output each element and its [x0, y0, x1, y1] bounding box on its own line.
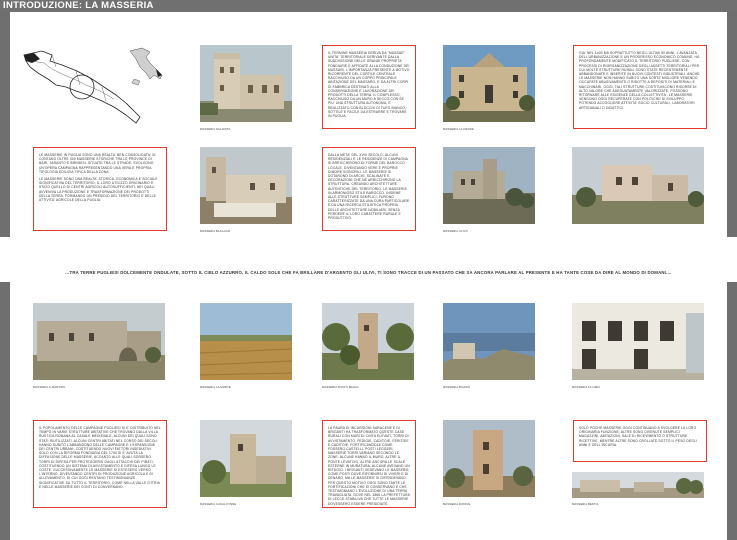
- caption: MASSERIA BIANCO: [443, 385, 471, 389]
- photo-masseria-ulivo: [443, 147, 535, 224]
- paragraph: DALLA META' DEL XVIII SECOLO, ALCUNI RESIDENZIALI E LE RESIDENZE DI CAMPAGNA SI ARRICCHIRONO DI FORME DEL BAROCCO LOCALE, DIVENTANDO VERE E PROPRIE DIMORE SIGNORILI. LE MASSERIE SI DOTARONO DI ARCHI, SCALINATE E DECORAZIONI CHE NE ARRICCHIRONO LA STRUTTURA, CREANDO ARCHITETTURE AUTENTICHE DEL TERRITORIO. LE MASSERIE IN ARMONIOSO STILE BAROCCO, INSIEME ALLE STRUTTURE SEMPLICI, FURONO CARATTERIZZATE DA UNA CURA PARTICOLARE E DA UNA RICERCA STILISTICA PROPRIA DELLE ARCHITETTURE NOBILIARI, SENZA PERDERE IL LORO CARATTERE RURALE E PRODUTTIVO.: [328, 153, 410, 221]
- paragraph: GIA' NEL 1400 MA SOPRATTUTTO NEGLI ULTIMI 50 ANNI, L'AVANZATA DELL'URBANIZZAZIONE E UN PROGRESSO ECONOMICO COMUNE, HA PROFONDAMENTE MODIFICATO IL TERRITORIO PUGLIESE, CON PROCESSI DI RIORGANIZZAZIONE DEGLI ASSETTI TERRITORIALI PER CUI MOLTE STRUTTURE RURALI SONO STATE RECENTEMENTE ABBANDONATE E INSERITE IN NUOVI CONTESTI INDUSTRIALI. ANCHE LE MASSERIE NON HANNO SUBITO UNA SORTE MIGLIORE VENENDO OCCUPATE ABUSIVAMENTE O RIDOTTE A DEPOSITI DI MATERIALI E MACCHINARI. OGGI, TALI STRUTTURE COSTITUISCONO RISORSE DI ALTO VALORE CHE ADEGUATAMENTE VALORIZZATE, POSSONO RITORNARE ALLE ESIGENZE DELLA COLLETTIVITA'. LE MASSERIE VENGONO OGGI RECUPERATE CON POLITICHE DI SVILUPPO, POTENDO ACCOGLIERE ATTIVITA' SOCIO CULTURALI, LABORATORI ARTIGIANALI O DIDATTICI.: [579, 51, 700, 110]
- caption: MASSERIA LA LIMIC: [572, 385, 601, 389]
- page-title: INTRODUZIONE: LA MASSERIA: [3, 0, 154, 11]
- text-box-origin: [322, 45, 416, 129]
- text-box-fortifications: [322, 420, 416, 508]
- caption: MASSERIA DONICE: [443, 502, 471, 506]
- caption: MASSERIA LA MORTE: [200, 385, 231, 389]
- caption: MASSERIA LA FRASIE: [443, 127, 475, 131]
- paragraph: LE MASSERIE IN PUGLIA SONO UNA REALTA' BEN CONSOLIDATA; SI CONTANO OLTRE 400 MASSERIE STORICHE TRA LE PROVINCE DI BARI, TARANTO E BRINDISI. SITUATE TRA LE STRADE, SVOLGONO UN'OPERA CAMPAGNA RAPPRESENTANDO UNA VERA E PROPRIA TIPOLOGIA EDILIZIA TIPICA DELLA ZONA.: [39, 153, 156, 174]
- caption: MASSERIA CASAL D'INNE: [200, 502, 237, 506]
- text-box-baroque: [322, 147, 416, 231]
- paragraph: LE MASSERIE SONO UNA REALTA' STORICA, ECONOMICA E SOCIALE SIGNIFICATIVA DEL TERRITORIO; IL LORO UTILIZZO ORIGINARIO E' STATO QUELLO DI CENTRI AGRICOLI AUTOSUFFICIENTI, NEI QUALI AVVENIVA LA PRODUZIONE E TRASFORMAZIONE DEI PRODOTTI DELLA TERRA, FORMANDO UN PRESIDIO DEL TERRITORIO E DELLE ATTIVITA' AGRICOLE DELLA PUGLIA.: [39, 177, 158, 203]
- map-of-italy-icon: [120, 45, 172, 89]
- photo-masseria-donis-balda: [322, 303, 414, 380]
- paragraph: LA PAURA DI INCURSIONI SARACENE E DI BRIGANTI HA TRASFORMATO QUESTE CASE RURALI CON MURI DI CINTA ELEVATI, TORRI DI AVVISTAMENTO, FEDIGIE, CADITOIE, FERITOIE E CADITOIE, FORTIFICANDOLE COME FOSSERO CASTELLI. POSTI LEGGERI, MASSERIE TORRI VARIANO SECONDO LE ZONE: ALCUNE HANNO IL MURO, ALTRE IL PONTE LEVATOIO, ALTRE ANCORA LE SCALE ESTERNE IN MURATURA, ALCUNE AVEVANO UN RIFUGIO. I BRIGANTI VEDEVANO LE MASSERIE COME POSTI DOVE RIFORNIRSI DI VIVERI E DI DENARO, MA LE MASSERIE SI DIFENDEVANO: PER QUESTO MOTIVO OGGI SONO TANTE LE FORTIFICAZIONI CHE SI CONSERVANO E CHE TESTIMONIANO L'EVOLUZIONE DI UNA TERRA TRAVAGLIATA, DOVE NEL 1866 LA PREFETTURA DI LECCE STABILIVA CHE TUTTE LE MASSERIE DOVESSERO ESSERE PRESIDIATE.: [328, 426, 410, 506]
- photo-masseria-simmen: [572, 147, 704, 224]
- caption: MASSERIA ULIVO: [443, 229, 468, 233]
- caption: MASSERIA SALAMITA: [200, 127, 231, 131]
- photo-masseria-bianco: [443, 303, 535, 380]
- photo-masseria-la-morte: [200, 303, 292, 380]
- paragraph: SOLO POCHE MASSERIE OGGI CONTINUANO A SVOLGERE LA LORO ORIGINARIA FUNZIONE; ALTRE SONO DIVENUTE SEMPLICI MAGAZZINI, ABITAZIONI, SALE DI RICEVIMENTO O STRUTTURE RICETTIVE, MENTRE ALTRE SONO CROLLATE SOTTO IL PESO DEGLI ANNI E DELL'INCURIA.: [579, 426, 697, 447]
- photo-masseria-s-martiro: [33, 303, 165, 380]
- caption: MASSERIA BLAGUAN: [200, 229, 231, 233]
- title-bar: [0, 0, 737, 12]
- text-box-population: [33, 420, 167, 508]
- text-box-recent-history: [573, 45, 707, 129]
- paragraph: IL TERMINE MASSERIA DERIVA DA "MASSAE" UNITA' TERRITORIALE DERIVANTE DALLA SUDDIVISIONE DELLE GRANDI PROPRIETA' FONDIARIE E AFFIDATE ALLA CONDUZIONE DEI MASSARI. L'IMPORTANZA PRESENTE A MOTIVO RICORRENTE DEL CORTILE CENTRALE RACCHIUSO DA UN CORPO PRINCIPALE ABITAZIONE DEL MASSARO, E DA ALTRI CORPI DI FABBRICA DESTINATI ALLA CONSERVAZIONE E LAVORAZIONE DEI PRODOTTI DELLA TERRA. IL COMPLESSO, RACCHIUSO DA UN MURO A SECCO CON SE PIU' UNA STRUTTURA AUTONOMA, E REALIZZATO CON BLOCCHI DI TUFO BIANCO, SOTTILE E FACILE DA ESTRARRE E TROVARE IN PUGLIA.: [328, 51, 410, 119]
- divider-band: [0, 237, 737, 282]
- photo-masseria-la-frasie: [443, 45, 535, 122]
- caption: MASSERIA DONI'S BALDA: [322, 385, 359, 389]
- slogan: ...TRA TERRE PUGLIESI DOLCEMENTE ONDULATE, SOTTO IL CIELO AZZURRO, IL CALDO SOLE CHE FA BRILLARE D'ARGENTO GLI ULIVI, TI SONO TRACCE DI UN PASSATO CHE SA ANCORA PARLARE AL PRESENTE E HA TANTE COSE DA DIRE AL MONDO DI DOMANI....: [65, 270, 672, 275]
- photo-masseria-blaguan: [200, 147, 292, 224]
- text-box-masserie-in-puglia: [33, 147, 167, 231]
- paragraph: IL POPOLAMENTO DELLE CAMPAGNE PUGLIESI SI E' DISTRIBUITO NEL TEMPO IN VARIE STRUTTURE ABITATIVE CHE TROVANO DALLA VILLA RUSTICA ROMANA AL CASALE MEDIEVALE, ALCUNI DEI QUALI SONO STATI RIUTILIZZATI. ALCUNI CENTRI ABITATI NEL CORSO DEI SECOLI HANNO SUBITO L'ABBANDONO DELLE CAMPAGNE E L'ESPANSIONE DEI CENTRI URBANI, COSTITUENDO NUOVI FATTORI INSEDIATIVI. SOLO CON LA RIFORMA FONDIARIA DEL 1700 SI E' AVUTA LA DIFFUSIONE DELLE MASSERIE, ACCANTO ALLE QUALI SORSERO TORRI DI DIFESA PER PROTEGGERSI DAGLI ATTACCHI DEI PIRATI, COSTITUENDO UN SISTEMA DI AVVISTAMENTO E DIFESA LUNGO LE COSTE. SUCCESSIVAMENTE LE MASSERIE SI ESTESERO VERSO L'INTERNO, DIVENTANDO CENTRI DI PRODUZIONE AGRICOLA E DI ALLEVAMENTO, DI CUI OGGI RESTANO TESTIMONIANZE SIGNIFICATIVE SU TUTTO IL TERRITORIO, COME NELLA VALLE D'ITRIA E NELLE MASSERIE DEI CONTI DI CONVERSANO.: [39, 426, 161, 489]
- caption: MASSERIA S.MARTIRO: [33, 385, 66, 389]
- text-box-today: [573, 420, 707, 462]
- map-of-puglia-icon: [22, 45, 172, 130]
- photo-masseria-la-limic: [572, 303, 704, 380]
- photo-masseria-salamita: [200, 45, 292, 122]
- photo-masseria-donice: [443, 420, 535, 497]
- photo-masseria-bestia: [572, 472, 704, 498]
- photo-masseria-casal-dinne: [200, 420, 292, 497]
- caption: MASSERIA BESTIA: [572, 502, 599, 506]
